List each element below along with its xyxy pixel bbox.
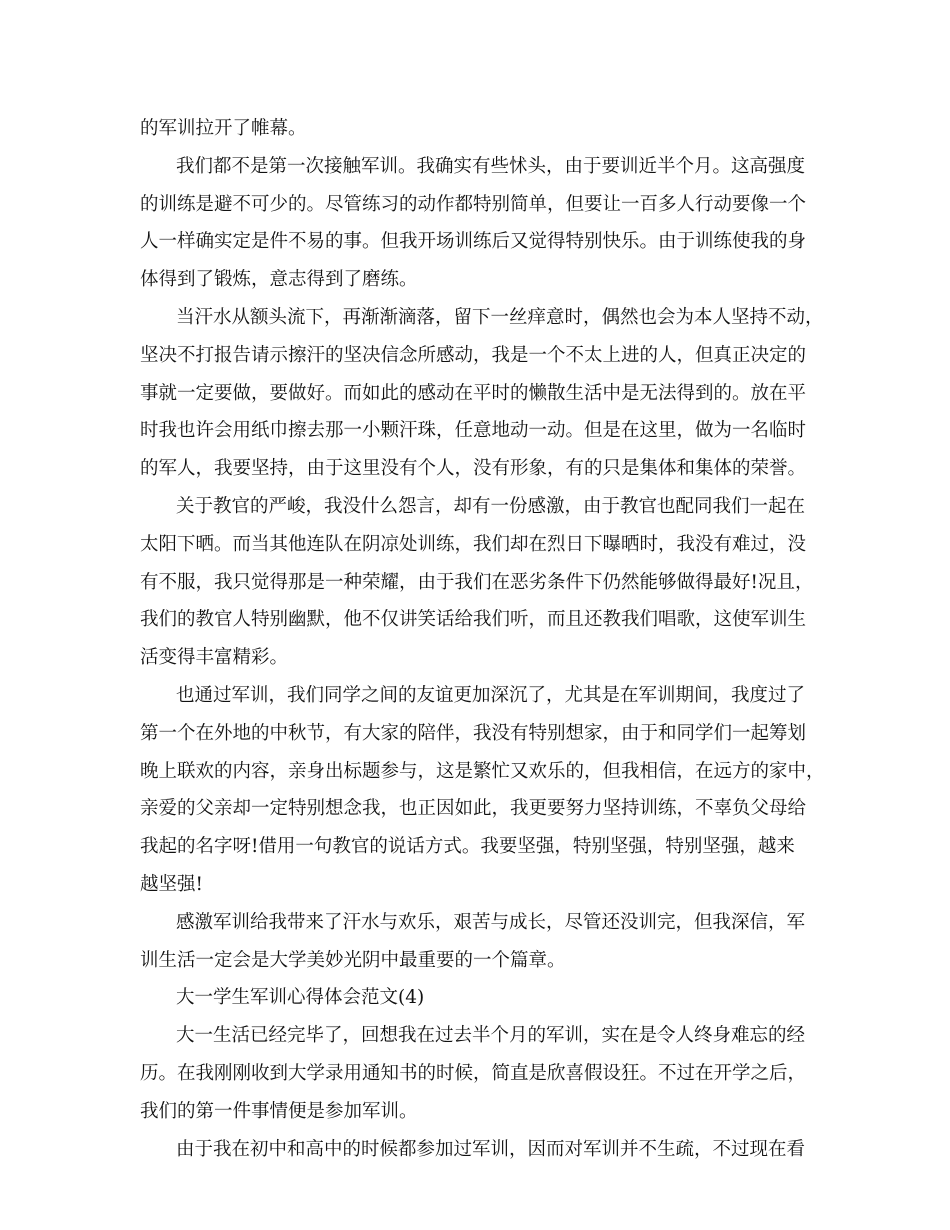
text-line: 活变得丰富精彩。 (140, 647, 289, 669)
text-line: 越坚强! (140, 873, 203, 895)
text-line: 体得到了锻炼，意志得到了磨练。 (140, 269, 418, 291)
text-line: 的训练是避不可少的。尽管练习的动作都特别简单，但要让一百多人行动要像一个 (140, 193, 807, 215)
text-line: 当汗水从额头流下，再渐渐滴落，留下一丝痒意时，偶然也会为本人坚持不动， (176, 306, 824, 328)
text-line: 大一生活已经完毕了，回想我在过去半个月的军训，实在是令人终身难忘的经 (176, 1025, 806, 1047)
text-line: 坚决不打报告请示擦汗的坚决信念所感动，我是一个不太上进的人，但真正决定的 (140, 344, 807, 366)
text-line: 感激军训给我带来了汗水与欢乐，艰苦与成长，尽管还没训完，但我深信，军 (176, 911, 806, 933)
text-line: 我起的名字呀!借用一句教官的说话方式。我要坚强，特别坚强，特别坚强，越来 (140, 836, 795, 858)
document-body (140, 110, 825, 1168)
text-line: 大一学生军训心得体会范文(4) (176, 987, 425, 1009)
text-line: 由于我在初中和高中的时候都参加过军训，因而对军训并不生疏，不过现在看 (176, 1138, 806, 1160)
text-line: 也通过军训，我们同学之间的友谊更加深沉了，尤其是在军训期间，我度过了 (176, 684, 806, 706)
text-line: 我们都不是第一次接触军训。我确实有些怵头，由于要训近半个月。这高强度 (176, 155, 806, 177)
text-line: 的军训拉开了帷幕。 (140, 118, 307, 139)
text-line: 有不服，我只觉得那是一种荣耀，由于我们在恶劣条件下仍然能够做得最好!况且， (140, 571, 814, 593)
text-line: 关于教官的严峻，我没什么怨言，却有一份感激，由于教官也配同我们一起在 (176, 495, 806, 517)
text-line: 的军人，我要坚持，由于这里没有个人，没有形象，有的只是集体和集体的荣誉。 (140, 458, 807, 480)
text-line: 太阳下晒。而当其他连队在阴凉处训练，我们却在烈日下曝晒时，我没有难过，没 (140, 533, 807, 555)
text-line: 事就一定要做，要做好。而如此的感动在平时的懒散生活中是无法得到的。放在平 (140, 382, 807, 404)
text-line: 第一个在外地的中秋节，有大家的陪伴，我没有特别想家，由于和同学们一起筹划 (140, 722, 807, 744)
text-line: 我们的教官人特别幽默，他不仅讲笑话给我们听，而且还教我们唱歌，这使军训生 (140, 609, 807, 631)
text-line: 亲爱的父亲却一定特别想念我，也正因如此，我更要努力坚持训练，不辜负父母给 (140, 798, 807, 820)
text-line: 晚上联欢的内容，亲身出标题参与，这是繁忙又欢乐的，但我相信，在远方的家中， (140, 760, 825, 782)
text-line: 训生活一定会是大学美妙光阴中最重要的一个篇章。 (140, 949, 566, 971)
text-line: 历。在我刚刚收到大学录用通知书的时候，简直是欣喜假设狂。不过在开学之后， (140, 1062, 807, 1084)
text-line: 人一样确实定是件不易的事。但我开场训练后又觉得特别快乐。由于训练使我的身 (140, 231, 807, 253)
text-line: 时我也许会用纸巾擦去那一小颗汗珠，任意地动一动。但是在这里，做为一名临时 (140, 420, 807, 442)
text-line: 我们的第一件事情便是参加军训。 (140, 1100, 418, 1122)
